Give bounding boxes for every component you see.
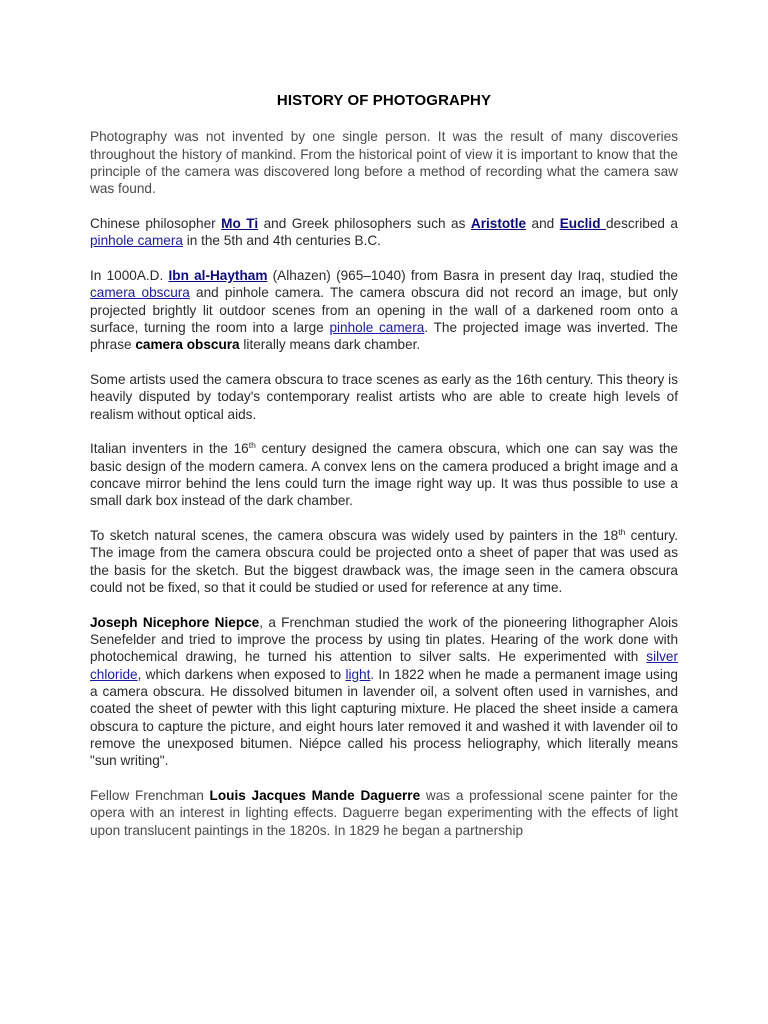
link-light[interactable]: light xyxy=(345,666,371,682)
bold-camera-obscura: camera obscura xyxy=(135,337,240,353)
paragraph-text: Italian inventers in the 16 xyxy=(90,441,249,457)
link-silver-chloride[interactable]: silver chloride xyxy=(90,649,678,682)
paragraph-text: century designed the camera obscura, which one can say was the basic design of the modern camera. A convex lens on the camera produced a bright image and a concave mirror behind the lens could turn the image right way up. It was thus possible to use a small dark box instead of the dark chamber. xyxy=(90,441,678,509)
paragraph-text: and Greek philosophers such as xyxy=(258,215,471,231)
paragraph-text: , a Frenchman studied the work of the pioneering lithographer Alois Senefelder and tried to improve the process by using tin plates. Hearing of the work done with photochemical drawing, he turned his attention to silver salts. He experimented with xyxy=(90,614,678,665)
superscript-th: th xyxy=(248,440,256,451)
paragraph-daguerre xyxy=(90,787,678,839)
paragraph-text: Some artists used the camera obscura to trace scenes as early as the 16th century. This theory is heavily disputed by today's contemporary realist artists who are able to create high levels of realism without optical aids. xyxy=(90,372,678,422)
bold-niepce: Joseph Nicephore Niepce xyxy=(90,614,260,630)
paragraph-niepce xyxy=(90,614,678,770)
paragraph-text: In 1000A.D. xyxy=(90,268,169,284)
paragraph-text: and pinhole camera. The camera obscura did not record an image, but only projected brightly lit outdoor scenes from an opening in the wall of a darkened room onto a surface, turning the room into a large xyxy=(90,285,679,335)
paragraph-text: Chinese philosopher xyxy=(90,215,222,231)
paragraph-text: in the 5th and 4th centuries B.C. xyxy=(182,233,381,249)
paragraph-text: . In 1822 when he made a permanent image using a camera obscura. He dissolved bitumen in lavender oil, a solvent often used in varnishes, and coated the sheet of pewter with this light capturing mixture. He placed the sheet inside a camera obscura to capture the picture, and eight hours later removed it and washed it with lavender oil to remove the unexposed bitumen. Niépce called his process heliography, which literally means "sun writing". xyxy=(90,666,678,769)
paragraph-daguerre-wrapper xyxy=(90,787,678,856)
paragraph-text: , which darkens when exposed to xyxy=(137,666,346,682)
paragraph-text: century. The image from the camera obscura could be projected onto a sheet of paper that was used as the basis for the sketch. But the biggest drawback was, the image seen in the camera obscura could not be fixed, so that it could be studied or used for reference at any time. xyxy=(90,528,679,596)
paragraph-text: Photography was not invented by one single person. It was the result of many discoveries throughout the history of mankind. From the historical point of view it is important to know that the principle of the camera was discovered long before a method of recording what the camera saw was found. xyxy=(90,129,678,197)
paragraph-text: To sketch natural scenes, the camera obscura was widely used by painters in the 18 xyxy=(90,528,619,544)
bold-daguerre: Louis Jacques Mande Daguerre xyxy=(209,788,421,803)
paragraph-text: and xyxy=(526,215,560,231)
paragraph-text: was a professional scene painter for the opera with an interest in lighting effects. Daguerre began experimenting with the effects of light upon translucent paintings in the 1820s. In 1829 he began a partnership xyxy=(90,788,678,838)
superscript-th: th xyxy=(618,527,626,538)
paragraph-sketch xyxy=(90,527,678,596)
link-mo-ti[interactable]: Mo Ti xyxy=(221,215,259,231)
link-camera-obscura[interactable]: camera obscura xyxy=(90,285,190,301)
link-pinhole-camera-2[interactable]: pinhole camera xyxy=(329,319,425,335)
paragraph-text: . The projected image was inverted. The phrase xyxy=(90,319,678,353)
page-title: HISTORY OF PHOTOGRAPHY xyxy=(276,92,492,109)
paragraph-text: literally means dark chamber. xyxy=(239,337,421,353)
paragraph-philosophers xyxy=(90,215,678,250)
paragraph-italian-inventers xyxy=(90,440,678,509)
link-euclid[interactable]: Euclid xyxy=(559,215,606,231)
paragraph-intro xyxy=(90,128,678,197)
paragraph-text: described a xyxy=(606,215,678,231)
paragraph-text: (Alhazen) (965–1040) from Basra in present day Iraq, studied the xyxy=(267,268,678,284)
paragraph-ibn-al-haytham xyxy=(90,267,678,353)
paragraph-artists xyxy=(90,371,678,423)
link-ibn-al-haytham[interactable]: Ibn al-Haytham xyxy=(168,268,268,284)
link-pinhole-camera[interactable]: pinhole camera xyxy=(90,233,183,249)
link-aristotle[interactable]: Aristotle xyxy=(470,215,527,231)
paragraph-text: Fellow Frenchman xyxy=(90,788,210,803)
document-page xyxy=(90,92,678,856)
